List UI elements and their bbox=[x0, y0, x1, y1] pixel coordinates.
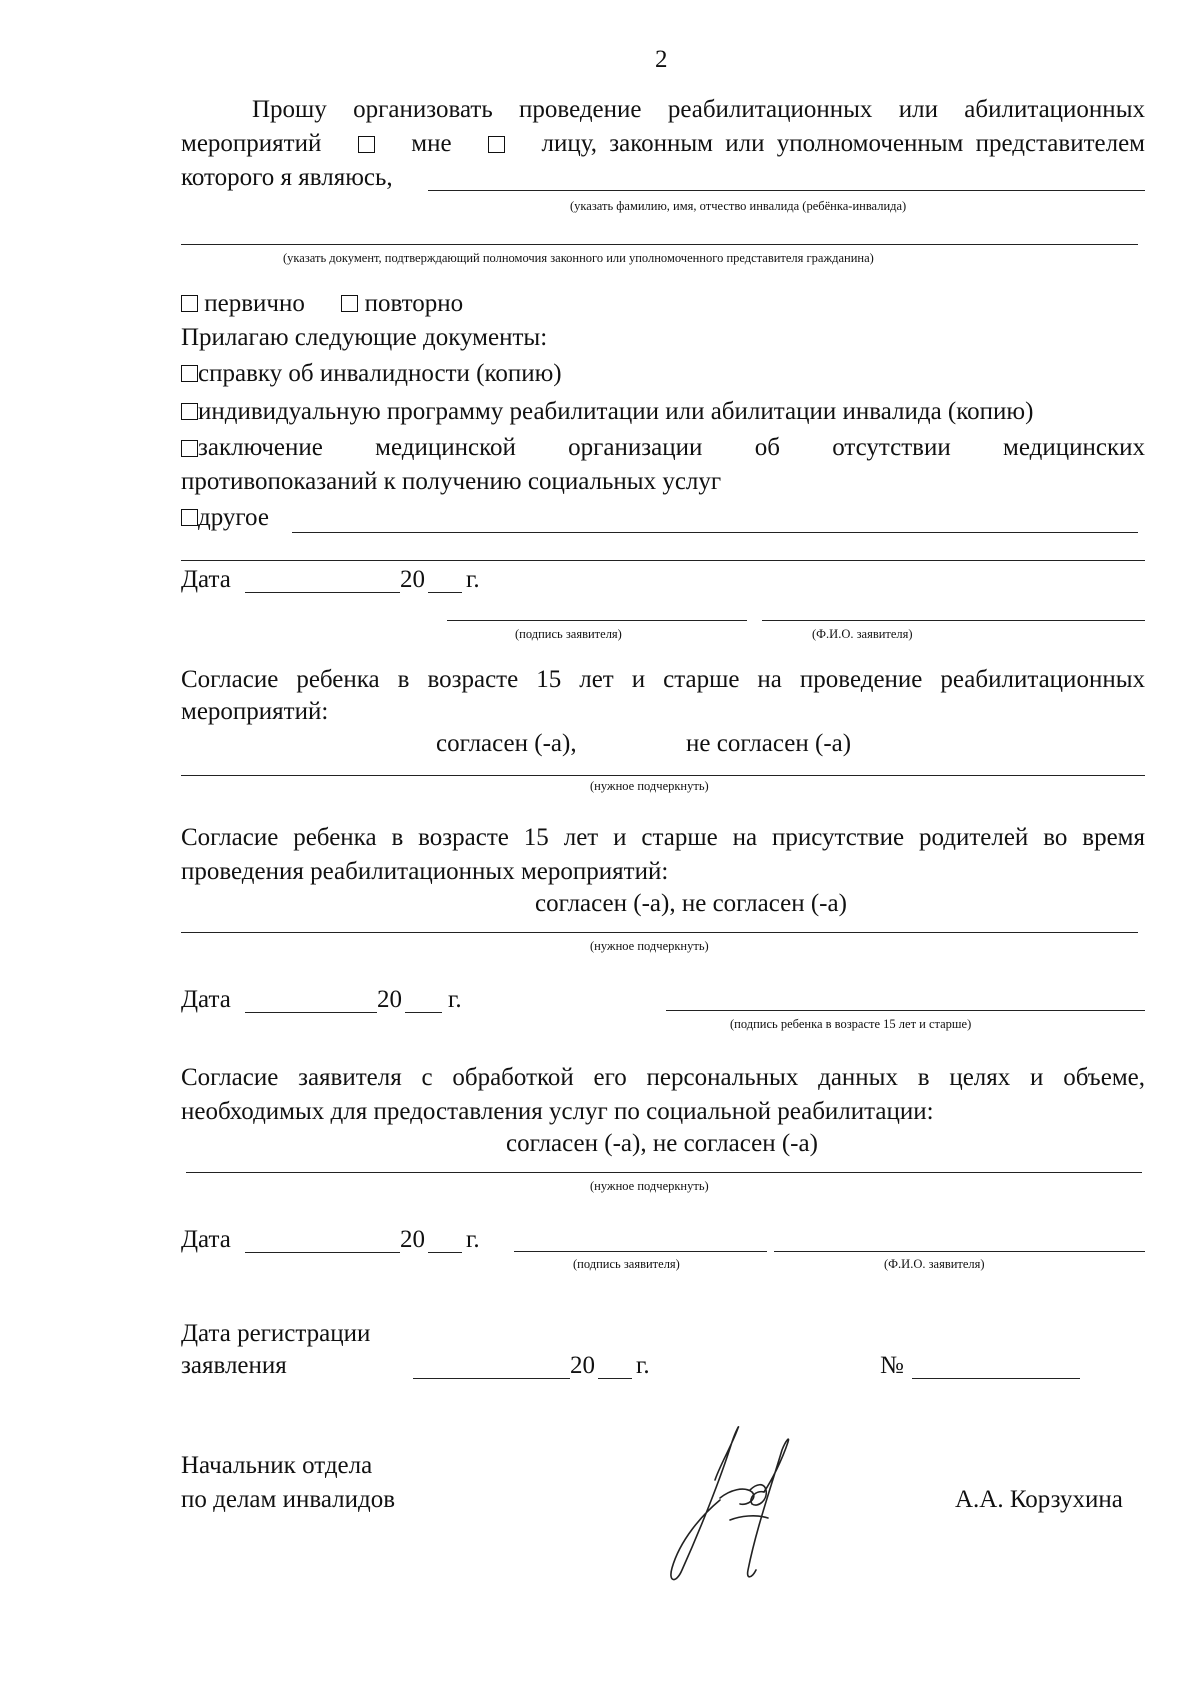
consent-2-line-2: проведения реабилитационных мероприятий: bbox=[181, 858, 669, 885]
date-3-year-prefix: 20 bbox=[400, 1226, 425, 1253]
checkbox-repeat[interactable] bbox=[341, 295, 358, 312]
registration-number-field[interactable] bbox=[912, 1378, 1080, 1379]
attach-item-4-label: другое bbox=[198, 504, 269, 531]
date-1-year-prefix: 20 bbox=[400, 566, 425, 593]
consent-2-options[interactable]: согласен (-а), не согласен (-а) bbox=[535, 890, 847, 917]
attach-item-3-label: заключение медицинской организации об отсутствии медицинских bbox=[198, 434, 1145, 461]
attach-item-3 bbox=[181, 432, 1145, 464]
footer-position-2: по делам инвалидов bbox=[181, 1486, 396, 1513]
consent-1-line bbox=[181, 775, 1145, 776]
date-2-signature-line[interactable] bbox=[666, 1010, 1145, 1011]
attach-item-3-continued: противопоказаний к получению социальных услуг bbox=[181, 468, 722, 495]
date-3-year-field[interactable] bbox=[428, 1252, 462, 1253]
date-1-hint-fio: (Ф.И.О. заявителя) bbox=[812, 627, 913, 641]
checkbox-attach-3[interactable] bbox=[181, 440, 198, 457]
consent-1-hint: (нужное подчеркнуть) bbox=[590, 779, 709, 793]
date-1-year-suffix: г. bbox=[466, 566, 480, 593]
registration-date-field[interactable] bbox=[413, 1378, 570, 1379]
registration-label-1: Дата регистрации bbox=[181, 1320, 371, 1347]
option-repeat-label: повторно bbox=[364, 290, 464, 317]
attach-item-2 bbox=[181, 396, 1033, 428]
other-field-line-2[interactable] bbox=[181, 560, 1145, 561]
consent-1-line-2: мероприятий: bbox=[181, 698, 329, 725]
date-1-signature-line[interactable] bbox=[447, 620, 747, 621]
request-line-1: Прошу организовать проведение реабилитационных или абилитационных bbox=[252, 96, 1145, 123]
checkbox-me[interactable] bbox=[358, 136, 375, 153]
registration-label-2: заявления bbox=[181, 1352, 287, 1379]
registration-year-suffix: г. bbox=[636, 1352, 650, 1379]
consent-2-hint: (нужное подчеркнуть) bbox=[590, 939, 709, 953]
checkbox-attach-4[interactable] bbox=[181, 509, 198, 526]
date-1-label: Дата bbox=[181, 566, 231, 593]
date-1-year-field[interactable] bbox=[428, 592, 462, 593]
date-3-hint-signature: (подпись заявителя) bbox=[573, 1257, 680, 1271]
consent-1-line-1: Согласие ребенка в возрасте 15 лет и старше на проведение реабилитационных bbox=[181, 666, 1145, 693]
date-3-fio-line[interactable] bbox=[774, 1251, 1145, 1252]
date-2-hint-signature: (подпись ребенка в возрасте 15 лет и старше) bbox=[730, 1017, 972, 1031]
checkbox-attach-2[interactable] bbox=[181, 403, 198, 420]
request-line-3: которого я являюсь, bbox=[181, 164, 393, 191]
document-field-line[interactable] bbox=[181, 244, 1138, 245]
attach-item-4 bbox=[181, 502, 269, 534]
name-field-line[interactable] bbox=[428, 190, 1145, 191]
request-representative-text: лицу, законным или уполномоченным представителем bbox=[541, 130, 1145, 157]
date-1-field[interactable] bbox=[245, 592, 400, 593]
consent-3-line-1: Согласие заявителя с обработкой его персональных данных в целях и объеме, bbox=[181, 1064, 1145, 1091]
hint-name: (указать фамилию, имя, отчество инвалида (ребёнка-инвалида) bbox=[570, 199, 907, 213]
consent-1-option-no[interactable]: не согласен (-а) bbox=[686, 730, 852, 757]
attach-item-2-label: индивидуальную программу реабилитации или абилитации инвалида (копию) bbox=[198, 398, 1034, 425]
date-1-hint-signature: (подпись заявителя) bbox=[515, 627, 622, 641]
checkbox-representative[interactable] bbox=[488, 136, 505, 153]
attach-heading: Прилагаю следующие документы: bbox=[181, 324, 548, 351]
date-3-year-suffix: г. bbox=[466, 1226, 480, 1253]
handwritten-signature bbox=[660, 1420, 810, 1590]
consent-1-option-yes[interactable]: согласен (-а), bbox=[436, 730, 577, 757]
type-options bbox=[181, 288, 463, 320]
consent-2-line bbox=[181, 932, 1138, 933]
attach-item-1-label: справку об инвалидности (копию) bbox=[198, 360, 562, 387]
request-line-2 bbox=[181, 128, 1145, 160]
registration-year-field[interactable] bbox=[598, 1378, 632, 1379]
date-2-year-prefix: 20 bbox=[377, 986, 402, 1013]
registration-year-prefix: 20 bbox=[570, 1352, 595, 1379]
page-number: 2 bbox=[655, 46, 668, 73]
consent-3-line bbox=[186, 1172, 1142, 1173]
registration-number-label: № bbox=[880, 1352, 904, 1379]
date-2-field[interactable] bbox=[245, 1012, 377, 1013]
date-2-label: Дата bbox=[181, 986, 231, 1013]
date-2-year-suffix: г. bbox=[448, 986, 462, 1013]
option-first-label: первично bbox=[204, 290, 305, 317]
request-me-word: мне bbox=[411, 130, 452, 157]
checkbox-first[interactable] bbox=[181, 295, 198, 312]
footer-name: А.А. Корзухина bbox=[955, 1486, 1123, 1513]
date-3-label: Дата bbox=[181, 1226, 231, 1253]
consent-3-options[interactable]: согласен (-а), не согласен (-а) bbox=[506, 1130, 818, 1157]
hint-document: (указать документ, подтверждающий полномочия законного или уполномоченного представителя гражданина) bbox=[283, 251, 874, 265]
other-field-line[interactable] bbox=[292, 532, 1138, 533]
consent-3-hint: (нужное подчеркнуть) bbox=[590, 1179, 709, 1193]
date-3-field[interactable] bbox=[245, 1252, 400, 1253]
date-1-fio-line[interactable] bbox=[762, 620, 1145, 621]
footer-position-1: Начальник отдела bbox=[181, 1452, 373, 1479]
consent-2-line-1: Согласие ребенка в возрасте 15 лет и старше на присутствие родителей во время bbox=[181, 824, 1145, 851]
attach-item-1 bbox=[181, 358, 562, 390]
checkbox-attach-1[interactable] bbox=[181, 365, 198, 382]
date-3-hint-fio: (Ф.И.О. заявителя) bbox=[884, 1257, 985, 1271]
consent-3-line-2: необходимых для предоставления услуг по социальной реабилитации: bbox=[181, 1098, 934, 1125]
date-3-signature-line[interactable] bbox=[514, 1251, 767, 1252]
date-2-year-field[interactable] bbox=[405, 1012, 442, 1013]
request-events-word: мероприятий bbox=[181, 130, 322, 157]
